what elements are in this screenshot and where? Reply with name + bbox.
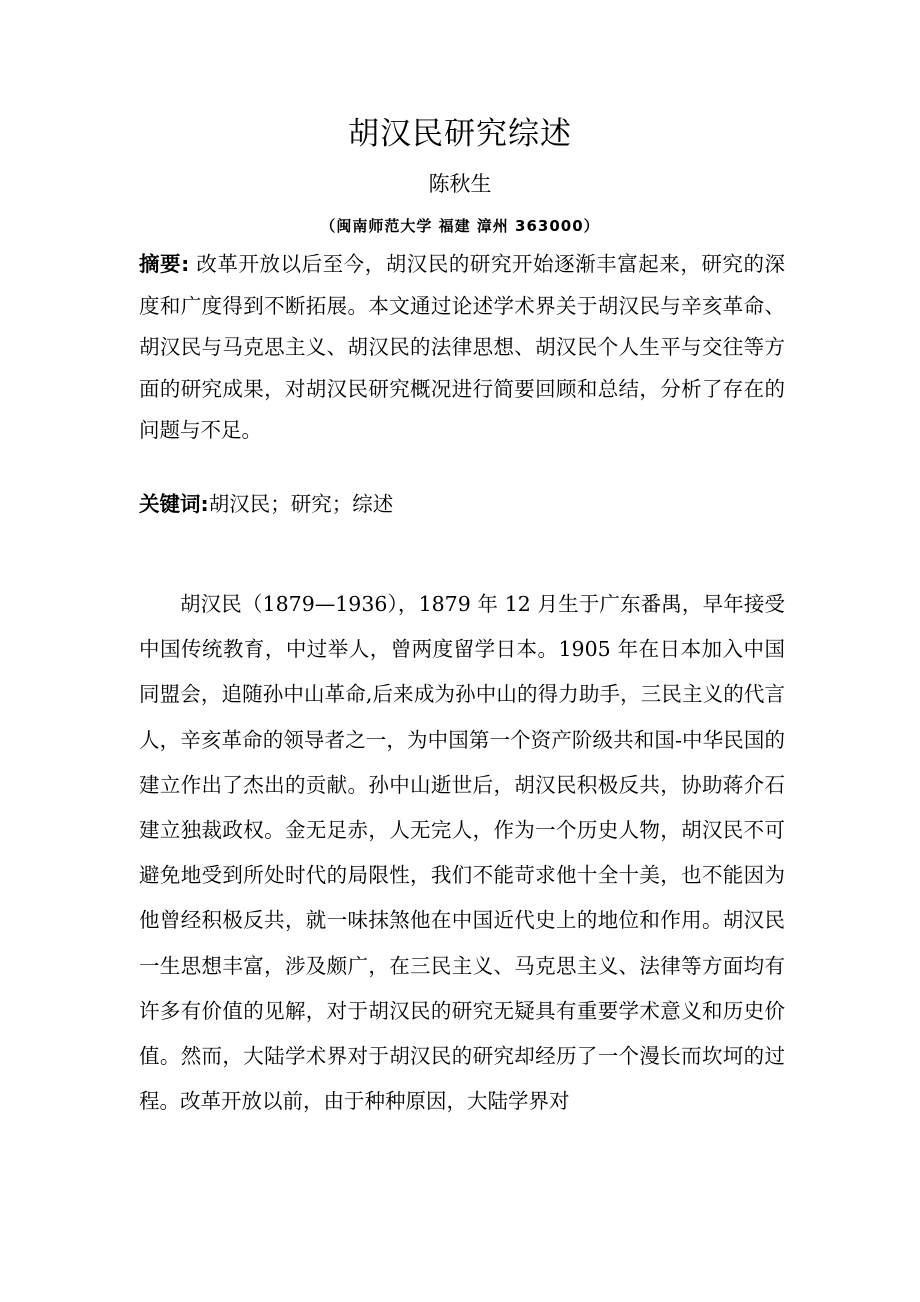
abstract xyxy=(139,244,785,452)
abstract-text: 改革开放以后至今，胡汉民的研究开始逐渐丰富起来，研究的深度和广度得到不断拓展。本文通过论述学术界关于胡汉民与辛亥革命、胡汉民与马克思主义、胡汉民的法律思想、胡汉民个人生平与交往等方面的研究成果，对胡汉民研究概况进行简要回顾和总结，分析了存在的问题与不足。 xyxy=(139,252,786,442)
keywords-label: 关键词: xyxy=(139,492,209,516)
paper-title: 胡汉民研究综述 xyxy=(348,116,572,152)
body-paragraph: 胡汉民（1879—1936），1879 年 12 月生于广东番禺，早年接受中国传统教育，中过举人，曾两度留学日本。1905 年在日本加入中国同盟会，追随孙中山革命,后来成为孙中山的得力助手，三民主义的代言人，辛亥革命的领导者之一，为中国第一个资产阶级共和国-中华民国的建立作出了杰出的贡献。孙中山逝世后，胡汉民积极反共，协助蒋介石建立独裁政权。金无足赤，人无完人，作为一个历史人物，胡汉民不可避免地受到所处时代的局限性，我们不能苛求他十全十美，也不能因为他曾经积极反共，就一味抹煞他在中国近代史上的地位和作用。胡汉民一生思想丰富，涉及颇广，在三民主义、马克思主义、法律等方面均有许多有价值的见解，对于胡汉民的研究无疑具有重要学术意义和历史价值。然而，大陆学术界对于胡汉民的研究却经历了一个漫长而坎坷的过程。改革开放以前，由于种种原因，大陆学界对 xyxy=(139,592,785,1114)
keywords xyxy=(139,486,785,522)
abstract-label: 摘要: xyxy=(139,252,190,276)
keywords-text: 胡汉民；研究；综述 xyxy=(208,492,394,516)
author-affiliation: （闽南师范大学 福建 漳州 363000） xyxy=(320,217,600,235)
author-name: 陈秋生 xyxy=(428,172,492,196)
